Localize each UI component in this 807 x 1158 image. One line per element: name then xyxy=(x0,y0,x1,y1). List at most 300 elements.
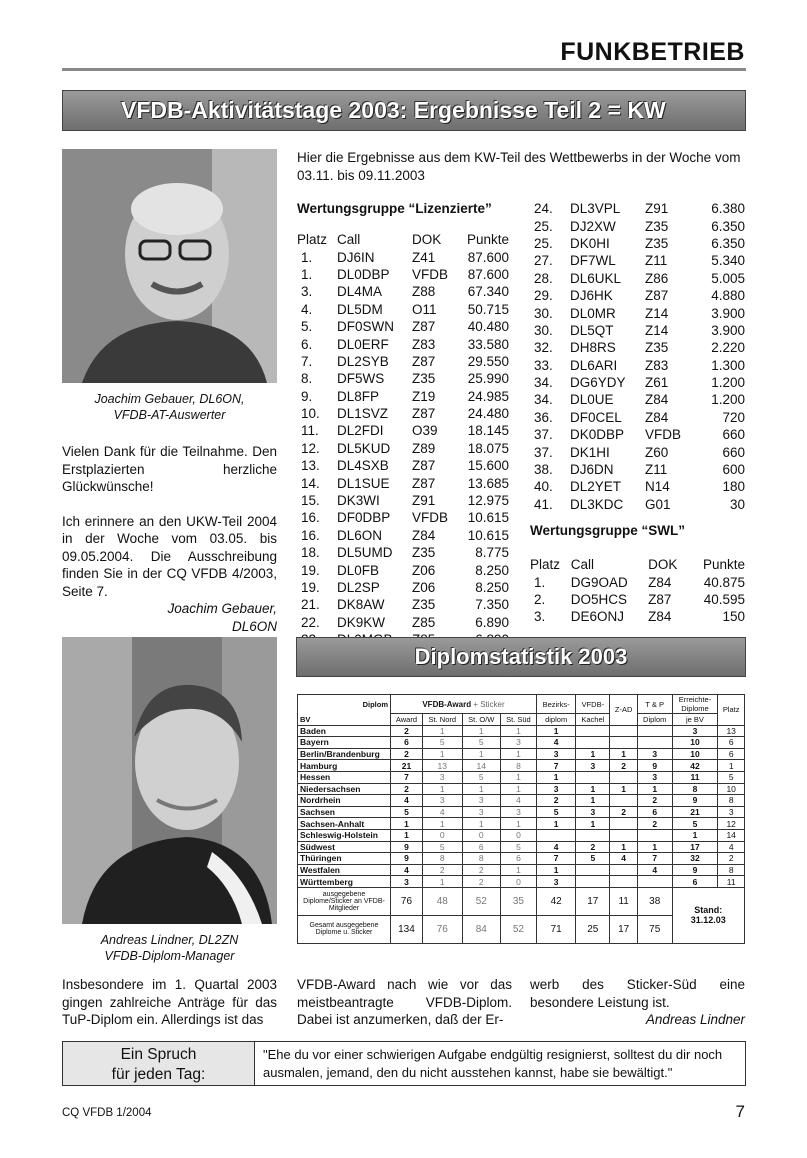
dip-cell: 1 xyxy=(391,829,423,841)
result-punkte: 8.775 xyxy=(475,545,509,561)
dip-head-tp: T & P xyxy=(637,695,672,714)
dip-head-diplom2: diplom xyxy=(537,714,576,726)
dip-cell: 0 xyxy=(500,876,536,888)
dip-cell: 13 xyxy=(718,725,745,737)
dip-head-award: Award xyxy=(391,714,423,726)
result-call: DL6UKL xyxy=(570,270,622,286)
result-platz: 1. xyxy=(534,574,546,590)
result-punkte: 600 xyxy=(722,462,745,478)
result-dok: Z14 xyxy=(645,322,669,338)
result-punkte: 18.075 xyxy=(467,440,509,456)
dip-cell: 0 xyxy=(422,829,462,841)
result-punkte: 25.990 xyxy=(467,371,509,387)
col-platz: Platz xyxy=(297,232,328,248)
dip-cell: 1 xyxy=(500,771,536,783)
result-dok: Z89 xyxy=(412,440,436,456)
result-row xyxy=(530,409,745,426)
dip-cell: 7 xyxy=(537,853,576,865)
dip-cell: 7 xyxy=(637,853,672,865)
result-punkte: 10.615 xyxy=(467,510,509,526)
dip-row xyxy=(298,725,745,737)
result-call: DL2SYB xyxy=(337,353,389,369)
result-dok: Z84 xyxy=(412,527,436,543)
dip-cell: 2 xyxy=(637,795,672,807)
result-dok: Z41 xyxy=(412,249,436,265)
result-platz: 33. xyxy=(534,357,553,373)
result-platz: 12. xyxy=(301,440,320,456)
dip-cell: 6 xyxy=(718,748,745,760)
dip-cell: 3 xyxy=(637,771,672,783)
dip-cell: 1 xyxy=(422,748,462,760)
dip-header-row-2 xyxy=(298,714,745,726)
dip-head-zad: Z-AD xyxy=(610,695,638,726)
dip-cell: 1 xyxy=(500,783,536,795)
dip-bv-name: Schleswig-Holstein xyxy=(298,829,391,841)
result-dok: Z87 xyxy=(412,406,436,422)
dip-cell: 9 xyxy=(637,760,672,772)
result-dok: Z06 xyxy=(412,562,436,578)
dip-summary-value: 52 xyxy=(462,887,500,915)
result-row xyxy=(530,591,745,608)
dip-row xyxy=(298,841,745,853)
dip-cell xyxy=(610,818,638,830)
result-dok: Z35 xyxy=(412,371,436,387)
results-table-swl xyxy=(530,556,745,626)
result-platz: 25. xyxy=(534,235,553,251)
dip-cell xyxy=(610,725,638,737)
result-call: DL4MA xyxy=(337,284,383,300)
dip-cell: 1 xyxy=(500,864,536,876)
dip-head-st-sued: St. Süd xyxy=(500,714,536,726)
result-call: DF0DBP xyxy=(337,510,391,526)
result-call: DL3KDC xyxy=(570,496,624,512)
dip-cell: 3 xyxy=(391,876,423,888)
dip-cell: 7 xyxy=(391,771,423,783)
dip-cell xyxy=(576,864,610,876)
result-dok: Z11 xyxy=(645,462,668,478)
dip-summary-value: 76 xyxy=(422,915,462,943)
dip-bv-name: Sachsen-Anhalt xyxy=(298,818,391,830)
dip-cell: 8 xyxy=(718,795,745,807)
result-dok: Z91 xyxy=(412,493,436,509)
dip-cell: 1 xyxy=(537,864,576,876)
reminder-paragraph: Ich erinnere an den UKW-Teil 2004 in der Woche vom 03.05. bis 09.05.2004. Die Ausschreibung finden Sie in der CQ VFDB 4/2003, Seite 7. xyxy=(62,513,277,599)
col-punkte: Punkte xyxy=(466,232,509,248)
result-dok: Z84 xyxy=(648,609,672,625)
dip-cell: 5 xyxy=(537,806,576,818)
result-platz: 18. xyxy=(301,545,320,561)
result-call: DG9OAD xyxy=(570,574,628,590)
dip-cell: 1 xyxy=(391,818,423,830)
result-call: DK8AW xyxy=(337,597,385,613)
dip-cell: 1 xyxy=(500,818,536,830)
result-call: DL0ERF xyxy=(337,336,389,352)
col-punkte: Punkte xyxy=(702,557,745,573)
dip-bv-name: Sachsen xyxy=(298,806,391,818)
dip-summary-label: Gesamt ausgegebene Diplome u. Sticker xyxy=(298,915,391,943)
result-dok: Z87 xyxy=(412,319,436,335)
result-call: DJ6HK xyxy=(570,288,613,304)
result-punkte: 40.595 xyxy=(703,591,745,607)
result-call: DL2YET xyxy=(570,479,622,495)
result-dok: Z87 xyxy=(412,475,436,491)
result-call: DL3VPL xyxy=(570,201,621,217)
result-punkte: 24.480 xyxy=(467,406,509,422)
result-dok: Z87 xyxy=(645,288,669,304)
dip-cell: 14 xyxy=(718,829,745,841)
result-punkte: 150 xyxy=(722,609,745,625)
dip-cell: 2 xyxy=(462,864,500,876)
result-platz: 3. xyxy=(534,609,546,625)
dip-cell: 9 xyxy=(672,795,718,807)
result-call: DK3WI xyxy=(337,493,380,509)
result-dok: Z35 xyxy=(412,597,436,613)
dip-cell: 5 xyxy=(422,841,462,853)
dip-cell: 9 xyxy=(391,841,423,853)
result-platz: 1. xyxy=(301,249,313,265)
result-platz: 38. xyxy=(534,462,553,478)
result-row xyxy=(297,422,509,439)
dip-cell: 4 xyxy=(537,737,576,749)
result-punkte: 720 xyxy=(722,409,745,425)
result-row xyxy=(530,339,745,356)
result-call: DF0SWN xyxy=(337,319,394,335)
result-row xyxy=(530,496,745,513)
dip-cell: 1 xyxy=(422,818,462,830)
dip-cell: 5 xyxy=(576,853,610,865)
dip-cell xyxy=(637,737,672,749)
dip-cell: 1 xyxy=(500,725,536,737)
dip-bv-name: Westfalen xyxy=(298,864,391,876)
col-platz: Platz xyxy=(530,557,561,573)
dip-cell: 1 xyxy=(576,818,610,830)
dip-cell xyxy=(637,876,672,888)
result-call: DL2FDI xyxy=(337,423,384,439)
dip-summary-value: 71 xyxy=(537,915,576,943)
result-platz: 37. xyxy=(534,427,553,443)
dip-head-bezirks: Bezirks- xyxy=(537,695,576,714)
dip-cell: 3 xyxy=(422,795,462,807)
col-call: Call xyxy=(337,232,361,248)
dip-row xyxy=(298,829,745,841)
result-platz: 4. xyxy=(301,301,313,317)
dip-cell xyxy=(637,829,672,841)
result-call: DL1SUE xyxy=(337,475,390,491)
result-dok: O39 xyxy=(412,423,438,439)
result-punkte: 1.200 xyxy=(711,375,745,391)
dip-head-st-ow: St. O/W xyxy=(462,714,500,726)
result-row xyxy=(297,388,509,405)
dip-row xyxy=(298,771,745,783)
dip-cell xyxy=(610,771,638,783)
dip-cell: 3 xyxy=(500,737,536,749)
result-row xyxy=(530,461,745,478)
dip-row xyxy=(298,876,745,888)
result-row xyxy=(297,474,509,491)
dip-cell: 1 xyxy=(462,748,500,760)
dip-cell: 2 xyxy=(537,795,576,807)
result-platz: 32. xyxy=(534,340,553,356)
result-platz: 36. xyxy=(534,409,553,425)
dip-cell: 1 xyxy=(637,783,672,795)
result-platz: 21. xyxy=(301,597,320,613)
result-dok: Z87 xyxy=(412,353,436,369)
result-call: DL5KUD xyxy=(337,440,391,456)
result-call: DO5HCS xyxy=(570,591,628,607)
dip-cell: 3 xyxy=(637,748,672,760)
result-platz: 37. xyxy=(534,444,553,460)
dip-cell: 3 xyxy=(422,771,462,783)
dip-summary-value: 25 xyxy=(576,915,610,943)
dip-cell xyxy=(610,864,638,876)
result-platz: 7. xyxy=(301,353,313,369)
result-row xyxy=(297,370,509,387)
dip-cell: 32 xyxy=(672,853,718,865)
result-dok: Z86 xyxy=(645,270,669,286)
col-dok: DOK xyxy=(648,557,678,573)
left-column-text xyxy=(62,443,277,635)
result-row xyxy=(530,235,745,252)
dip-cell: 2 xyxy=(637,818,672,830)
result-row xyxy=(297,561,509,578)
dip-cell xyxy=(637,725,672,737)
dip-cell xyxy=(610,737,638,749)
dip-cell: 17 xyxy=(672,841,718,853)
result-platz: 14. xyxy=(301,475,320,491)
dip-cell: 6 xyxy=(500,853,536,865)
dip-head-tp2: Diplom xyxy=(637,714,672,726)
result-punkte: 87.600 xyxy=(467,249,509,265)
result-punkte: 40.875 xyxy=(703,574,745,590)
dip-cell: 4 xyxy=(391,864,423,876)
result-punkte: 3.900 xyxy=(711,305,745,321)
closing-text-col3: werb des Sticker-Süd eine besondere Leistung ist. Andreas Lindner xyxy=(530,977,745,1027)
closing-text-col1: Insbesondere im 1. Quartal 2003 gingen zahlreiche Anträge für das TuP-Diplom ein. Allerdings ist das xyxy=(62,977,277,1027)
dip-cell: 8 xyxy=(462,853,500,865)
dip-cell: 2 xyxy=(391,725,423,737)
result-call: DL0UE xyxy=(570,392,614,408)
dip-head-bv: BV xyxy=(298,714,391,726)
result-dok: VFDB xyxy=(412,266,449,282)
dip-summary-value: 134 xyxy=(391,915,423,943)
dip-stand: Stand: 31.12.03 xyxy=(672,887,744,943)
result-call: DF7WL xyxy=(570,253,616,269)
result-row xyxy=(530,200,745,217)
dip-cell: 3 xyxy=(576,760,610,772)
result-platz: 40. xyxy=(534,479,553,495)
result-row xyxy=(297,614,509,631)
result-row xyxy=(297,283,509,300)
dip-row xyxy=(298,783,745,795)
result-call: DK0DBP xyxy=(570,427,625,443)
result-punkte: 3.900 xyxy=(711,322,745,338)
dip-summary-value: 17 xyxy=(610,915,638,943)
dip-cell: 9 xyxy=(672,864,718,876)
dip-cell: 1 xyxy=(462,783,500,795)
result-dok: Z60 xyxy=(645,444,669,460)
result-call: DL2SP xyxy=(337,580,380,595)
result-platz: 8. xyxy=(301,371,313,387)
results-intro: Hier die Ergebnisse aus dem KW-Teil des Wettbewerbs in der Woche vom 03.11. bis 09.11.2003 xyxy=(297,150,741,183)
dip-cell: 5 xyxy=(391,806,423,818)
dip-cell: 2 xyxy=(391,783,423,795)
result-punkte: 8.250 xyxy=(475,562,509,578)
result-call: DJ2XW xyxy=(570,218,616,234)
result-dok: Z91 xyxy=(645,201,669,217)
result-row xyxy=(297,492,509,509)
dip-cell: 6 xyxy=(672,876,718,888)
dip-summary-value: 38 xyxy=(637,887,672,915)
dip-head-vfdb-award: VFDB-Award + Sticker xyxy=(391,695,537,714)
result-row xyxy=(530,270,745,287)
result-call: DL6ON xyxy=(337,527,383,543)
result-platz: 25. xyxy=(534,218,553,234)
result-call: DL4SXB xyxy=(337,458,389,474)
dip-cell: 5 xyxy=(718,771,745,783)
result-platz: 30. xyxy=(534,305,553,321)
dip-cell: 42 xyxy=(672,760,718,772)
result-row xyxy=(530,287,745,304)
result-row xyxy=(297,457,509,474)
dip-cell: 12 xyxy=(718,818,745,830)
result-dok: Z19 xyxy=(412,388,436,404)
dip-bv-name: Baden xyxy=(298,725,391,737)
dip-cell xyxy=(610,795,638,807)
dip-cell: 2 xyxy=(718,853,745,865)
result-dok: O11 xyxy=(412,301,437,317)
result-row xyxy=(530,608,745,625)
dip-row xyxy=(298,818,745,830)
article-title-banner: VFDB-Aktivitätstage 2003: Ergebnisse Teil 2 = KW xyxy=(62,90,746,131)
dip-cell: 4 xyxy=(610,853,638,865)
dip-bv-name: Bayern xyxy=(298,737,391,749)
results-header-row xyxy=(530,556,745,573)
dip-head-kachel: Kachel xyxy=(576,714,610,726)
result-dok: Z35 xyxy=(412,545,436,561)
result-call: DK9KW xyxy=(337,614,386,630)
result-call: DJ6IN xyxy=(337,249,375,265)
dip-cell: 11 xyxy=(718,876,745,888)
dip-cell: 21 xyxy=(672,806,718,818)
dip-cell: 1 xyxy=(462,725,500,737)
result-dok: Z84 xyxy=(648,574,672,590)
dip-cell: 2 xyxy=(391,748,423,760)
result-row xyxy=(297,596,509,613)
dip-header-row-1 xyxy=(298,695,745,714)
dip-head-je-bv: je BV xyxy=(672,714,718,726)
dip-cell: 8 xyxy=(422,853,462,865)
result-punkte: 180 xyxy=(722,479,745,495)
result-punkte: 5.340 xyxy=(711,253,745,269)
dip-cell: 3 xyxy=(718,806,745,818)
dip-cell: 5 xyxy=(462,737,500,749)
result-punkte: 660 xyxy=(722,427,745,443)
dip-head-erreichte: Erreichte- Diplome xyxy=(672,695,718,714)
dip-cell: 1 xyxy=(537,818,576,830)
result-row xyxy=(530,252,745,269)
thanks-paragraph: Vielen Dank für die Teilnahme. Den Erstplazierten herzliche Glückwünsche! xyxy=(62,444,277,494)
dip-cell: 1 xyxy=(637,841,672,853)
dip-cell: 1 xyxy=(610,783,638,795)
result-punkte: 6.350 xyxy=(711,235,745,251)
col-dok: DOK xyxy=(412,232,442,248)
result-platz: 6. xyxy=(301,336,313,352)
result-row xyxy=(297,405,509,422)
dip-cell: 0 xyxy=(500,829,536,841)
result-row xyxy=(530,426,745,443)
dip-cell: 1 xyxy=(422,725,462,737)
dip-cell: 2 xyxy=(462,876,500,888)
result-punkte: 87.600 xyxy=(467,266,509,282)
dip-head-st-nord: St. Nord xyxy=(422,714,462,726)
portrait-photo-lindner xyxy=(62,637,277,924)
result-call: DL0MR xyxy=(570,305,616,321)
dip-bv-name: Nordrhein xyxy=(298,795,391,807)
dip-cell: 1 xyxy=(672,829,718,841)
result-punkte: 12.975 xyxy=(467,493,509,509)
diploma-statistics-table xyxy=(297,694,745,944)
result-row xyxy=(297,440,509,457)
dip-row xyxy=(298,737,745,749)
dip-bv-name: Niedersachsen xyxy=(298,783,391,795)
result-punkte: 33.580 xyxy=(467,336,509,352)
saying-box xyxy=(62,1041,746,1086)
saying-quote: "Ehe du vor einer schwierigen Aufgabe endgültig resignierst, solltest du dir noch ausmalen, jemand, den du nicht ausstehen kannst, habe sie bewältigt." xyxy=(263,1047,723,1080)
dip-cell xyxy=(610,876,638,888)
result-punkte: 2.220 xyxy=(711,340,745,356)
result-dok: Z35 xyxy=(645,235,669,251)
result-punkte: 7.350 xyxy=(475,597,509,613)
result-row xyxy=(297,544,509,561)
result-dok: Z35 xyxy=(645,218,669,234)
result-platz: 2. xyxy=(534,591,546,607)
result-row xyxy=(297,301,509,318)
result-dok: G01 xyxy=(645,496,671,512)
result-punkte: 1.200 xyxy=(711,392,745,408)
result-punkte: 5.005 xyxy=(711,270,745,286)
signature-gebauer: Joachim Gebauer, DL6ON xyxy=(167,601,277,634)
page-number: 7 xyxy=(735,1102,745,1121)
result-platz: 3. xyxy=(301,284,313,300)
result-call: DG6YDY xyxy=(570,375,626,391)
dip-summary-value: 11 xyxy=(610,887,638,915)
result-call: DE6ONJ xyxy=(570,609,625,625)
result-platz: 11. xyxy=(301,423,319,439)
result-call: DL5QT xyxy=(570,322,614,338)
result-row xyxy=(297,579,509,596)
result-platz: 27. xyxy=(534,253,553,269)
result-call: DJ6DN xyxy=(570,462,614,478)
result-punkte: 29.550 xyxy=(467,353,509,369)
result-call: DL1SVZ xyxy=(337,406,389,422)
dip-summary-value: 75 xyxy=(637,915,672,943)
dip-cell: 1 xyxy=(537,771,576,783)
result-call: DL0FB xyxy=(337,562,380,578)
result-call: DL5DM xyxy=(337,301,383,317)
result-punkte: 8.250 xyxy=(475,580,509,595)
dip-cell: 2 xyxy=(576,841,610,853)
dip-row xyxy=(298,748,745,760)
result-punkte: 30 xyxy=(729,496,745,512)
result-call: DF0CEL xyxy=(570,409,622,425)
result-call: DF5WS xyxy=(337,371,385,387)
dip-cell: 1 xyxy=(422,876,462,888)
dip-cell: 1 xyxy=(576,783,610,795)
result-platz: 5. xyxy=(301,319,313,335)
result-dok: Z06 xyxy=(412,580,436,595)
dip-bv-name: Württemberg xyxy=(298,876,391,888)
result-row xyxy=(297,266,509,283)
